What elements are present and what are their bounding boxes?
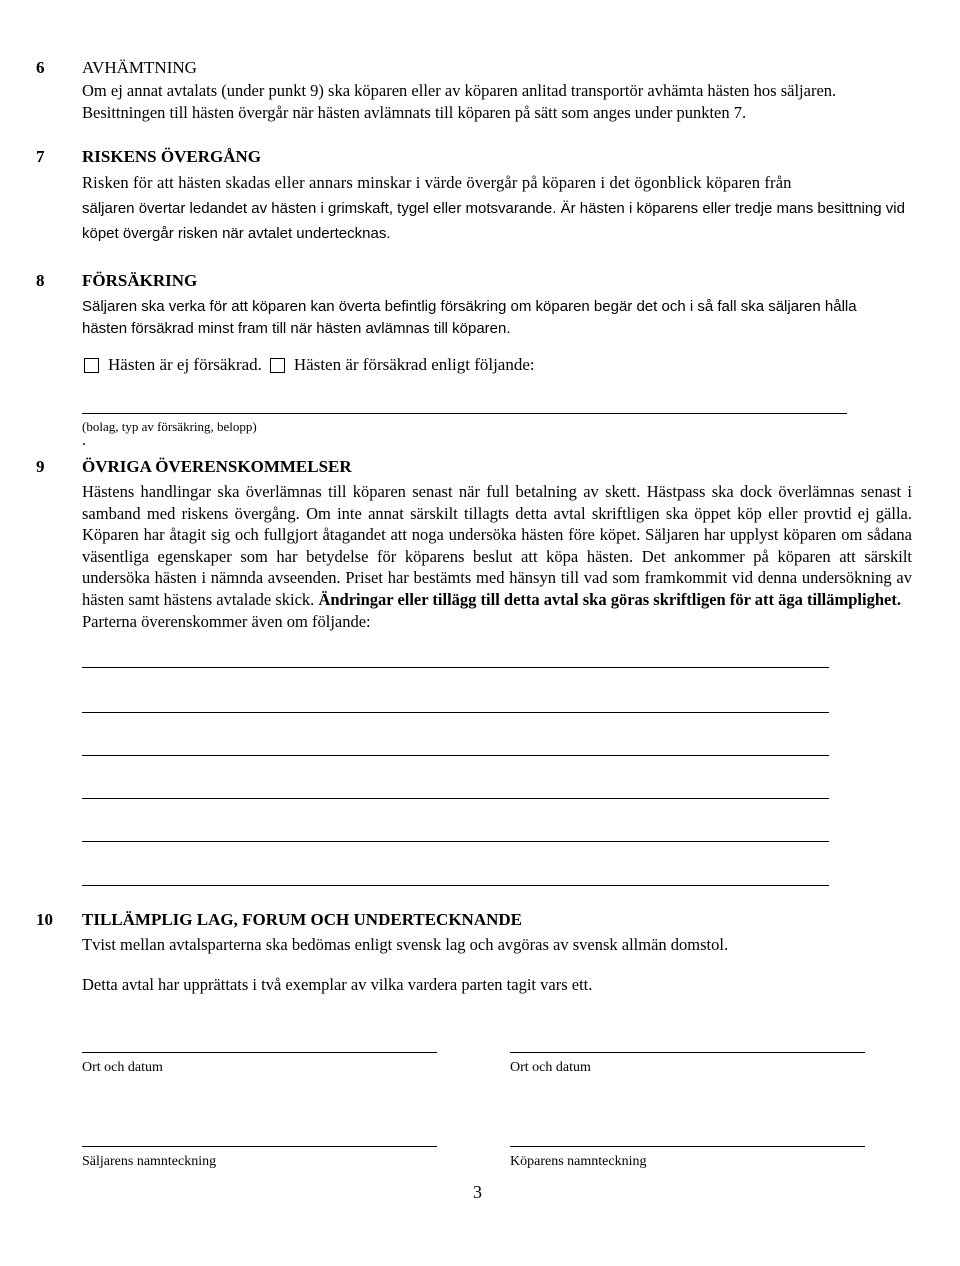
insurance-details-line[interactable]: [82, 413, 847, 414]
page-number: 3: [473, 1182, 482, 1202]
insurance-options: [84, 355, 535, 375]
section-9-text: [82, 481, 912, 632]
section-6-number: 6: [36, 58, 45, 77]
section-10-heading: TILLÄMPLIG LAG, FORUM OCH UNDERTECKNANDE: [82, 910, 523, 929]
agreement-line-6[interactable]: [82, 885, 829, 886]
section-8-heading: FÖRSÄKRING: [82, 271, 198, 290]
place-date-label-left: Ort och datum: [82, 1060, 163, 1075]
agreement-line-2[interactable]: [82, 712, 829, 713]
agreement-line-1[interactable]: [82, 667, 829, 668]
section-8-text: Säljaren ska verka för att köparen kan överta befintlig försäkring om köparen begär det och i så fall ska säljaren hålla hästen försäkrad minst fram till när hästen avlämnas till köparen.: [82, 298, 857, 337]
section-8-number: 8: [36, 271, 45, 290]
agreement-line-3[interactable]: [82, 755, 829, 756]
section-10-number: 10: [36, 910, 53, 929]
seller-signature-label: Säljarens namnteckning: [82, 1154, 217, 1169]
section-10-text-2: Detta avtal har upprättats i två exemplar av vilka vardera parten tagit vars ett.: [82, 975, 593, 994]
checkbox-not-insured[interactable]: [84, 358, 99, 373]
place-date-line-left[interactable]: [82, 1052, 437, 1053]
section-9-body: Hästens handlingar ska överlämnas till köparen senast när full betalning av skett. Hästpass ska dock överlämnas senast i samband med riskens övergång. Om inte annat särskilt tillagts detta avtal skriftligen ska öppet köp eller provtid ej gälla. Köparen har åtagit sig och fullgjort åtagandet att noga undersöka hästen före köpet. Säljaren har upplyst köparen om sådana väsentliga egenskaper som har betydelse för köparens beslut att köpa hästen. Det ankommer på köparen att särskilt undersöka hästen i nämnda avseenden. Priset har bestämts med hänsyn till vad som framkommit vid denna undersökning av hästen samt hästens avtalade skick.: [82, 482, 912, 609]
option-insured-label: Hästen är försäkrad enligt följande:: [293, 355, 535, 374]
section-6-text: Om ej annat avtalats (under punkt 9) ska köparen eller av köparen anlitad transportör avhämta hästen hos säljaren. Besittningen till hästen övergår när hästen avlämnats till köparen på sätt som anges under punkten 7.: [82, 81, 837, 122]
section-9-agree-label: Parterna överenskommer även om följande:: [82, 611, 371, 631]
agreement-line-5[interactable]: [82, 841, 829, 842]
section-7-heading: RISKENS ÖVERGÅNG: [82, 147, 262, 166]
checkbox-insured[interactable]: [270, 358, 285, 373]
section-9-heading: ÖVRIGA ÖVERENSKOMMELSER: [82, 457, 352, 476]
section-9-bold-text: Ändringar eller tillägg till detta avtal ska göras skriftligen för att äga tillämplighet.: [318, 589, 901, 609]
section-10-text-1: Tvist mellan avtalsparterna ska bedömas enligt svensk lag och avgöras av svensk allmän domstol.: [82, 935, 729, 954]
insurance-field-hint: (bolag, typ av försäkring, belopp): [82, 419, 257, 434]
agreement-line-4[interactable]: [82, 798, 829, 799]
stray-dot: .: [82, 432, 86, 449]
option-not-insured-label: Hästen är ej försäkrad.: [108, 355, 262, 374]
section-7-number: 7: [36, 147, 45, 166]
seller-signature-line[interactable]: [82, 1146, 437, 1147]
place-date-line-right[interactable]: [510, 1052, 865, 1053]
place-date-label-right: Ort och datum: [510, 1060, 591, 1075]
section-6-heading: AVHÄMTNING: [82, 58, 197, 77]
buyer-signature-label: Köparens namnteckning: [510, 1154, 647, 1169]
buyer-signature-line[interactable]: [510, 1146, 865, 1147]
section-7-text-line1: Risken för att hästen skadas eller annars minskar i värde övergår på köparen i det ögonblick köparen från: [82, 173, 792, 192]
section-9-number: 9: [36, 457, 45, 476]
section-7-text-rest: säljaren övertar ledandet av hästen i grimskaft, tygel eller motsvarande. Är hästen i köparens eller tredje mans besittning vid köpet övergår risken när avtalet undertecknas.: [82, 200, 905, 242]
